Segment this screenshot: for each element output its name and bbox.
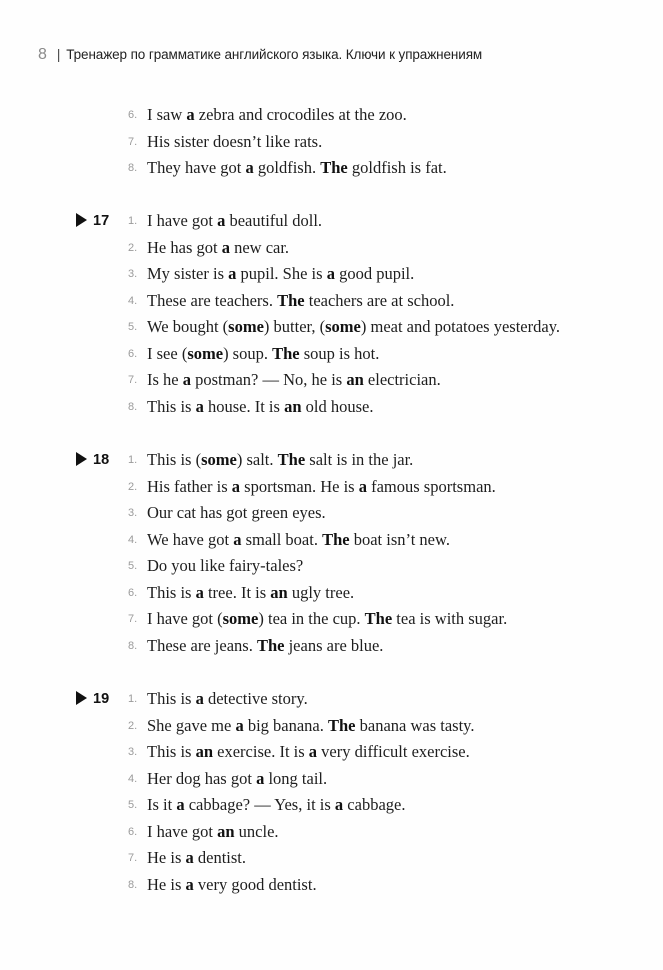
answer-keyword: a	[176, 795, 185, 814]
answer-keyword: a	[235, 715, 244, 735]
play-triangle-icon	[76, 213, 87, 227]
answer-keyword: some	[222, 609, 259, 628]
answer-keyword: The	[328, 715, 356, 735]
answer-sentence: I have got an uncle.	[147, 821, 279, 841]
item-number: 7.	[128, 374, 138, 386]
item-number: 1.	[128, 454, 138, 466]
exercise-number: 18	[76, 447, 109, 474]
answer-keyword: The	[320, 158, 348, 177]
answer-keyword: a	[185, 848, 194, 867]
answer-sentence: I see (some) soup. The soup is hot.	[147, 343, 380, 363]
answer-keyword: a	[195, 689, 204, 708]
answer-sentence: Do you like fairy-tales?	[147, 556, 304, 575]
answer-keyword: a	[182, 370, 191, 389]
answer-keyword: some	[187, 343, 224, 363]
answer-sentence: They have got a goldfish. The goldfish is fat.	[147, 158, 447, 177]
item-number: 1.	[128, 693, 138, 705]
answer-keyword: an	[346, 370, 364, 389]
item-number: 8.	[128, 639, 138, 652]
answer-keyword: a	[186, 105, 195, 124]
answer-sentence: He is a very good dentist.	[147, 874, 317, 894]
answer-sentence: We bought (some) butter, (some) meat and potatoes yesterday.	[147, 317, 561, 336]
answer-keyword: an	[284, 396, 302, 416]
item-number: 1.	[128, 215, 138, 227]
item-number: 6.	[128, 825, 138, 838]
answer-sentence: This is (some) salt. The salt is in the jar.	[147, 450, 414, 469]
answer-keyword: The	[364, 609, 393, 628]
answer-sentence: His sister doesn’t like rats.	[147, 131, 323, 151]
answer-keyword: The	[256, 635, 285, 655]
answer-sentence: I saw a zebra and crocodiles at the zoo.	[147, 105, 407, 124]
play-triangle-icon	[76, 691, 87, 705]
answer-keyword: a	[245, 158, 254, 177]
answer-sentence: This is a house. It is an old house.	[147, 396, 374, 416]
answer-keyword: a	[308, 742, 318, 761]
exercise-number: 17	[76, 208, 109, 235]
running-header	[38, 46, 482, 64]
answer-keyword: an	[217, 821, 235, 841]
item-number: 6.	[128, 586, 138, 599]
answer-sentence: Her dog has got a long tail.	[147, 768, 328, 788]
answer-keyword: a	[358, 476, 367, 496]
answer-keyword: The	[277, 290, 305, 310]
answer-sentence: I have got a beautiful doll.	[147, 211, 323, 230]
answer-sentence: Our cat has got green eyes.	[147, 503, 326, 522]
item-number: 2.	[128, 719, 138, 732]
answer-keyword: a	[233, 529, 242, 549]
answer-keyword: a	[256, 768, 265, 788]
answer-sentence: We have got a small boat. The boat isn’t new.	[147, 529, 450, 549]
book-title: Тренажер по грамматике английского языка. Ключи к упражнениям	[66, 47, 483, 62]
item-number: 3.	[128, 746, 138, 758]
answer-keyword: an	[270, 582, 288, 602]
answer-keyword: some	[201, 450, 237, 469]
play-triangle-icon	[76, 452, 87, 466]
answer-keyword: a	[195, 396, 204, 416]
answer-sentence: These are jeans. The jeans are blue.	[147, 635, 384, 655]
answer-sentence: My sister is a pupil. She is a good pupil.	[147, 264, 415, 283]
item-number: 8.	[128, 400, 138, 413]
answer-sentence: This is an exercise. It is a very difficult exercise.	[147, 742, 470, 761]
item-number: 3.	[128, 268, 138, 280]
answer-keyword: an	[195, 742, 214, 761]
answer-keyword: a	[185, 874, 194, 894]
exercise-number: 19	[76, 686, 109, 713]
item-number: 4.	[128, 533, 138, 546]
answer-keyword: some	[325, 317, 361, 336]
answer-keyword: a	[231, 476, 241, 496]
answer-keyword: The	[322, 529, 350, 549]
answer-sentence: His father is a sportsman. He is a famous sportsman.	[147, 476, 496, 496]
item-number: 5.	[128, 799, 138, 811]
item-number: 7.	[128, 135, 138, 148]
item-number: 7.	[128, 613, 138, 625]
answer-keyword: a	[217, 211, 226, 230]
item-number: 5.	[128, 321, 138, 333]
answer-keyword: a	[221, 237, 230, 257]
item-number: 2.	[128, 241, 138, 254]
answer-sentence: Is it a cabbage? — Yes, it is a cabbage.	[147, 795, 406, 814]
answer-keyword: The	[277, 450, 306, 469]
answer-keyword: a	[326, 264, 335, 283]
item-number: 8.	[128, 162, 138, 174]
answer-sentence: I have got (some) tea in the cup. The tea is with sugar.	[147, 609, 508, 628]
answer-keyword: The	[272, 343, 300, 363]
answer-sentence: This is a tree. It is an ugly tree.	[147, 582, 355, 602]
answer-sentence: He has got a new car.	[147, 237, 290, 257]
answer-keyword: a	[228, 264, 237, 283]
item-number: 4.	[128, 294, 138, 307]
item-number: 3.	[128, 507, 138, 519]
answer-sentence: This is a detective story.	[147, 689, 308, 708]
item-number: 5.	[128, 560, 138, 572]
answer-keyword: a	[334, 795, 344, 814]
page-number: 8	[38, 46, 47, 63]
answer-keyword: a	[195, 582, 204, 602]
answer-sentence: These are teachers. The teachers are at school.	[147, 290, 455, 310]
answer-sentence: She gave me a big banana. The banana was tasty.	[147, 715, 475, 735]
item-number: 4.	[128, 772, 138, 785]
answer-sentence: Is he a postman? — No, he is an electrician.	[147, 370, 441, 389]
item-number: 2.	[128, 480, 138, 493]
item-number: 6.	[128, 347, 138, 360]
item-number: 7.	[128, 852, 138, 864]
answer-sentence: He is a dentist.	[147, 848, 246, 867]
header-separator: |	[56, 47, 61, 62]
answer-keyword: some	[228, 317, 264, 336]
item-number: 8.	[128, 878, 138, 891]
item-number: 6.	[128, 109, 138, 121]
